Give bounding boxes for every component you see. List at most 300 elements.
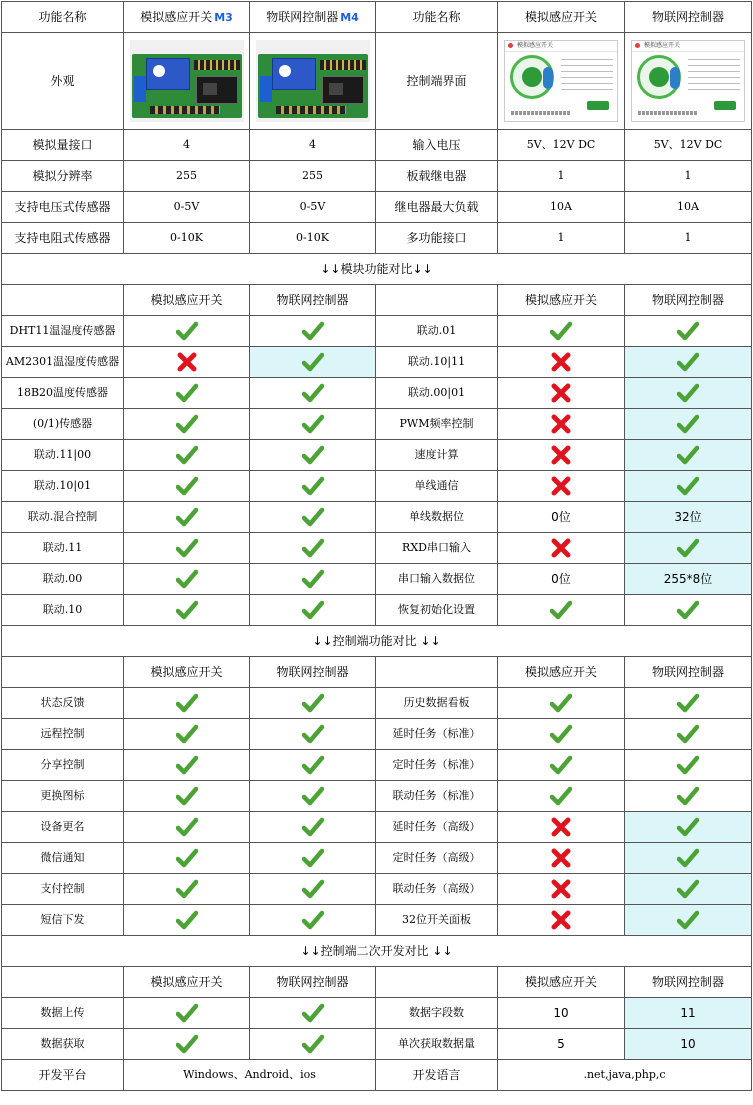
feature-name: 18B20温度传感器	[2, 378, 124, 409]
iot-support-2	[625, 316, 752, 347]
analog-support	[124, 688, 250, 719]
app-screenshot-analog	[498, 33, 625, 130]
blank-cell	[376, 967, 498, 998]
feature-row	[2, 843, 752, 874]
feature-name-2: 串口输入数据位	[376, 564, 498, 595]
spec-name: 支持电压式传感器	[2, 192, 124, 223]
check-icon	[302, 600, 324, 620]
feature-name: 联动.混合控制	[2, 502, 124, 533]
spec-value-analog: 0-10K	[124, 223, 250, 254]
analog-support-2: 10	[498, 998, 625, 1029]
feature-row	[2, 471, 752, 502]
feature-name: 远程控制	[2, 719, 124, 750]
iot-support	[250, 347, 376, 378]
analog-support	[124, 874, 250, 905]
feature-name-2: 延时任务（高级）	[376, 812, 498, 843]
check-icon	[176, 817, 198, 837]
iot-support-2	[625, 471, 752, 502]
analog-support	[124, 595, 250, 626]
feature-name: 支付控制	[2, 874, 124, 905]
blank-cell	[376, 285, 498, 316]
iot-support	[250, 1029, 376, 1060]
check-icon	[550, 786, 572, 806]
section-header-row	[2, 657, 752, 688]
check-icon	[302, 786, 324, 806]
iot-support	[250, 688, 376, 719]
feature-row	[2, 688, 752, 719]
check-icon	[302, 693, 324, 713]
cross-icon	[176, 352, 198, 372]
feature-name: 联动.10	[2, 595, 124, 626]
feature-name: 联动.11	[2, 533, 124, 564]
analog-support-2	[498, 409, 625, 440]
analog-support	[124, 719, 250, 750]
cross-icon	[550, 538, 572, 558]
control-ui-label: 控制端界面	[376, 33, 498, 130]
analog-support-2	[498, 595, 625, 626]
feature-name: 更换图标	[2, 781, 124, 812]
col-head-analog-2: 模拟感应开关	[498, 285, 625, 316]
analog-support-2	[498, 874, 625, 905]
spec-value-iot: 0-10K	[250, 223, 376, 254]
analog-support	[124, 316, 250, 347]
feature-name: DHT11温湿度传感器	[2, 316, 124, 347]
iot-support	[250, 533, 376, 564]
col-head-iot: 物联网控制器	[250, 967, 376, 998]
check-icon	[176, 1003, 198, 1023]
feature-row	[2, 347, 752, 378]
section-title: ↓↓控制端二次开发对比 ↓↓	[2, 936, 752, 967]
feature-name-2: 定时任务（标准）	[376, 750, 498, 781]
analog-support	[124, 409, 250, 440]
spec-value-analog-2: 1	[498, 161, 625, 192]
check-icon	[677, 383, 699, 403]
spec-name-2: 输入电压	[376, 130, 498, 161]
spec-name-2: 多功能接口	[376, 223, 498, 254]
analog-support-2	[498, 781, 625, 812]
iot-support	[250, 905, 376, 936]
check-icon	[176, 755, 198, 775]
check-icon	[302, 321, 324, 341]
header-iot-controller-label: 物联网控制器	[266, 9, 339, 24]
analog-support-2	[498, 905, 625, 936]
iot-support-2	[625, 440, 752, 471]
check-icon	[176, 321, 198, 341]
spec-value-iot-2: 1	[625, 223, 752, 254]
check-icon	[677, 786, 699, 806]
section-title: ↓↓模块功能对比↓↓	[2, 254, 752, 285]
spec-row	[2, 130, 752, 161]
analog-support-2	[498, 378, 625, 409]
check-icon	[302, 569, 324, 589]
iot-support	[250, 595, 376, 626]
feature-name-2: 单线通信	[376, 471, 498, 502]
iot-support-2	[625, 843, 752, 874]
analog-support	[124, 440, 250, 471]
check-icon	[677, 848, 699, 868]
section-title-row	[2, 936, 752, 967]
app-title: 模拟感应开关	[644, 42, 681, 49]
check-icon	[176, 476, 198, 496]
power-icon	[522, 67, 542, 87]
header-row	[2, 2, 752, 33]
relay-module-picture	[130, 40, 244, 122]
spec-value-analog: 255	[124, 161, 250, 192]
check-icon	[176, 848, 198, 868]
section-title: ↓↓控制端功能对比 ↓↓	[2, 626, 752, 657]
spec-name-2: 继电器最大负载	[376, 192, 498, 223]
iot-support	[250, 750, 376, 781]
feature-row	[2, 998, 752, 1029]
check-icon	[677, 724, 699, 744]
spec-value-analog-2: 1	[498, 223, 625, 254]
check-icon	[677, 755, 699, 775]
language-label: 开发语言	[376, 1060, 498, 1091]
analog-support-2	[498, 719, 625, 750]
check-icon	[677, 538, 699, 558]
feature-name-2: PWM频率控制	[376, 409, 498, 440]
col-head-iot-2: 物联网控制器	[625, 285, 752, 316]
cross-icon	[550, 817, 572, 837]
analog-support	[124, 502, 250, 533]
power-button	[714, 101, 736, 110]
col-head-iot: 物联网控制器	[250, 285, 376, 316]
iot-support	[250, 843, 376, 874]
col-head-analog-2: 模拟感应开关	[498, 657, 625, 688]
check-icon	[677, 321, 699, 341]
feature-name-2: 速度计算	[376, 440, 498, 471]
analog-support-2	[498, 843, 625, 874]
thermometer-icon	[543, 67, 553, 89]
analog-support-2	[498, 471, 625, 502]
feature-name: 数据上传	[2, 998, 124, 1029]
spec-value-iot-2: 10A	[625, 192, 752, 223]
header-analog-switch-label: 模拟感应开关	[140, 9, 213, 24]
check-icon	[176, 445, 198, 465]
comparison-table	[1, 1, 752, 1091]
check-icon	[677, 910, 699, 930]
iot-support-2: 255*8位	[625, 564, 752, 595]
feature-name-2: 单线数据位	[376, 502, 498, 533]
analog-support	[124, 998, 250, 1029]
feature-name-2: 历史数据看板	[376, 688, 498, 719]
check-icon	[677, 476, 699, 496]
iot-support	[250, 781, 376, 812]
col-head-analog: 模拟感应开关	[124, 967, 250, 998]
feature-row	[2, 781, 752, 812]
spec-name-2: 板载继电器	[376, 161, 498, 192]
check-icon	[302, 476, 324, 496]
check-icon	[302, 755, 324, 775]
header-feature-name: 功能名称	[2, 2, 124, 33]
section-title-row	[2, 626, 752, 657]
analog-support	[124, 347, 250, 378]
feature-name: 状态反馈	[2, 688, 124, 719]
analog-support	[124, 812, 250, 843]
check-icon	[302, 724, 324, 744]
check-icon	[302, 383, 324, 403]
feature-row	[2, 750, 752, 781]
analog-support	[124, 378, 250, 409]
feature-name-2: 联动.01	[376, 316, 498, 347]
feature-row	[2, 595, 752, 626]
iot-support-2	[625, 905, 752, 936]
feature-name-2: 联动任务（标准）	[376, 781, 498, 812]
cross-icon	[550, 476, 572, 496]
spec-name: 模拟量接口	[2, 130, 124, 161]
feature-name: 设备更名	[2, 812, 124, 843]
section-header-row	[2, 285, 752, 316]
check-icon	[302, 910, 324, 930]
check-icon	[302, 879, 324, 899]
analog-support-2	[498, 533, 625, 564]
check-icon	[176, 507, 198, 527]
app-title: 模拟感应开关	[517, 42, 554, 49]
iot-support-2: 10	[625, 1029, 752, 1060]
iot-support	[250, 564, 376, 595]
spec-value-analog: 0-5V	[124, 192, 250, 223]
header-iot-controller-2: 物联网控制器	[625, 2, 752, 33]
spec-value-iot: 255	[250, 161, 376, 192]
check-icon	[176, 693, 198, 713]
iot-support	[250, 440, 376, 471]
analog-support-2	[498, 440, 625, 471]
feature-row	[2, 440, 752, 471]
iot-support-2	[625, 347, 752, 378]
analog-support-2	[498, 688, 625, 719]
feature-name-2: 联动.00|01	[376, 378, 498, 409]
iot-support-2	[625, 874, 752, 905]
feature-name-2: 恢复初始化设置	[376, 595, 498, 626]
section-title-row	[2, 254, 752, 285]
feature-row	[2, 502, 752, 533]
iot-support	[250, 316, 376, 347]
iot-support-2	[625, 781, 752, 812]
app-screenshot	[631, 40, 745, 122]
iot-support-2	[625, 378, 752, 409]
feature-row	[2, 316, 752, 347]
check-icon	[550, 755, 572, 775]
check-icon	[677, 879, 699, 899]
feature-row	[2, 533, 752, 564]
analog-support-2	[498, 750, 625, 781]
appearance-label: 外观	[2, 33, 124, 130]
iot-support-2	[625, 533, 752, 564]
col-head-analog: 模拟感应开关	[124, 285, 250, 316]
check-icon	[302, 445, 324, 465]
feature-name: 数据获取	[2, 1029, 124, 1060]
analog-support	[124, 843, 250, 874]
check-icon	[302, 1034, 324, 1054]
check-icon	[677, 414, 699, 434]
analog-support	[124, 781, 250, 812]
check-icon	[176, 786, 198, 806]
section-header-row	[2, 967, 752, 998]
spec-row	[2, 223, 752, 254]
feature-row	[2, 1029, 752, 1060]
check-icon	[302, 1003, 324, 1023]
feature-name-2: 单次获取数据量	[376, 1029, 498, 1060]
check-icon	[677, 817, 699, 837]
feature-name: 联动.00	[2, 564, 124, 595]
module-image-m3	[124, 33, 250, 130]
platform-value: Windows、Android、ios	[124, 1060, 376, 1091]
analog-support-2	[498, 812, 625, 843]
iot-support	[250, 502, 376, 533]
iot-support	[250, 812, 376, 843]
cross-icon	[550, 879, 572, 899]
feature-row	[2, 378, 752, 409]
feature-name-2: 数据字段数	[376, 998, 498, 1029]
footer-row	[2, 1060, 752, 1091]
cross-icon	[550, 352, 572, 372]
check-icon	[176, 383, 198, 403]
feature-row	[2, 874, 752, 905]
check-icon	[302, 817, 324, 837]
check-icon	[176, 879, 198, 899]
feature-name-2: 联动.10|11	[376, 347, 498, 378]
model-tag-m4: M4	[340, 10, 359, 24]
feature-row	[2, 812, 752, 843]
analog-support	[124, 905, 250, 936]
app-screenshot-iot	[625, 33, 752, 130]
blank-cell	[2, 285, 124, 316]
iot-support-2	[625, 812, 752, 843]
feature-name-2: RXD串口输入	[376, 533, 498, 564]
spec-row	[2, 161, 752, 192]
spec-value-analog-2: 10A	[498, 192, 625, 223]
feature-name-2: 延时任务（标准）	[376, 719, 498, 750]
feature-row	[2, 719, 752, 750]
col-head-analog-2: 模拟感应开关	[498, 967, 625, 998]
analog-support	[124, 471, 250, 502]
spec-value-analog-2: 5V、12V DC	[498, 130, 625, 161]
check-icon	[302, 848, 324, 868]
header-iot-controller	[250, 2, 376, 33]
check-icon	[176, 414, 198, 434]
platform-label: 开发平台	[2, 1060, 124, 1091]
spec-value-analog: 4	[124, 130, 250, 161]
cross-icon	[550, 414, 572, 434]
iot-support	[250, 378, 376, 409]
feature-name: 微信通知	[2, 843, 124, 874]
blank-cell	[376, 657, 498, 688]
analog-support	[124, 750, 250, 781]
check-icon	[550, 693, 572, 713]
iot-support	[250, 998, 376, 1029]
analog-support	[124, 564, 250, 595]
spec-value-iot: 4	[250, 130, 376, 161]
spec-name: 模拟分辨率	[2, 161, 124, 192]
cross-icon	[550, 910, 572, 930]
analog-support	[124, 533, 250, 564]
header-feature-name-2: 功能名称	[376, 2, 498, 33]
spec-value-iot-2: 1	[625, 161, 752, 192]
check-icon	[302, 538, 324, 558]
analog-support-2: 5	[498, 1029, 625, 1060]
feature-name: 短信下发	[2, 905, 124, 936]
analog-support-2	[498, 316, 625, 347]
header-analog-switch	[124, 2, 250, 33]
iot-support-2	[625, 688, 752, 719]
relay-module-picture	[256, 40, 370, 122]
feature-row	[2, 409, 752, 440]
header-analog-switch-2: 模拟感应开关	[498, 2, 625, 33]
col-head-iot-2: 物联网控制器	[625, 657, 752, 688]
spec-value-iot: 0-5V	[250, 192, 376, 223]
feature-name: 分享控制	[2, 750, 124, 781]
model-tag-m3: M3	[214, 10, 233, 24]
feature-name: AM2301温湿度传感器	[2, 347, 124, 378]
feature-name: 联动.11|00	[2, 440, 124, 471]
module-image-m4	[250, 33, 376, 130]
check-icon	[677, 693, 699, 713]
language-value: .net,java,php,c	[498, 1060, 752, 1091]
check-icon	[176, 1034, 198, 1054]
analog-support	[124, 1029, 250, 1060]
iot-support	[250, 409, 376, 440]
check-icon	[302, 352, 324, 372]
analog-support-2: 0位	[498, 502, 625, 533]
analog-support-2	[498, 347, 625, 378]
feature-name-2: 定时任务（高级）	[376, 843, 498, 874]
col-head-iot: 物联网控制器	[250, 657, 376, 688]
col-head-iot-2: 物联网控制器	[625, 967, 752, 998]
app-screenshot	[504, 40, 618, 122]
feature-name: (0/1)传感器	[2, 409, 124, 440]
check-icon	[176, 538, 198, 558]
feature-name: 联动.10|01	[2, 471, 124, 502]
feature-name-2: 联动任务（高级）	[376, 874, 498, 905]
check-icon	[302, 414, 324, 434]
feature-row	[2, 564, 752, 595]
spec-name: 支持电阻式传感器	[2, 223, 124, 254]
feature-name-2: 32位开关面板	[376, 905, 498, 936]
check-icon	[176, 600, 198, 620]
iot-support-2	[625, 750, 752, 781]
iot-support-2: 32位	[625, 502, 752, 533]
blank-cell	[2, 657, 124, 688]
power-button	[587, 101, 609, 110]
check-icon	[176, 569, 198, 589]
analog-support-2: 0位	[498, 564, 625, 595]
iot-support-2	[625, 719, 752, 750]
blank-cell	[2, 967, 124, 998]
appearance-row	[2, 33, 752, 130]
iot-support	[250, 874, 376, 905]
check-icon	[302, 507, 324, 527]
check-icon	[677, 352, 699, 372]
cross-icon	[550, 383, 572, 403]
spec-row	[2, 192, 752, 223]
check-icon	[550, 600, 572, 620]
cross-icon	[550, 445, 572, 465]
power-icon	[649, 67, 669, 87]
check-icon	[550, 321, 572, 341]
col-head-analog: 模拟感应开关	[124, 657, 250, 688]
check-icon	[176, 910, 198, 930]
check-icon	[550, 724, 572, 744]
cross-icon	[550, 848, 572, 868]
iot-support-2	[625, 409, 752, 440]
iot-support-2	[625, 595, 752, 626]
spec-value-iot-2: 5V、12V DC	[625, 130, 752, 161]
thermometer-icon	[670, 67, 680, 89]
iot-support	[250, 471, 376, 502]
feature-row	[2, 905, 752, 936]
iot-support-2: 11	[625, 998, 752, 1029]
check-icon	[677, 600, 699, 620]
